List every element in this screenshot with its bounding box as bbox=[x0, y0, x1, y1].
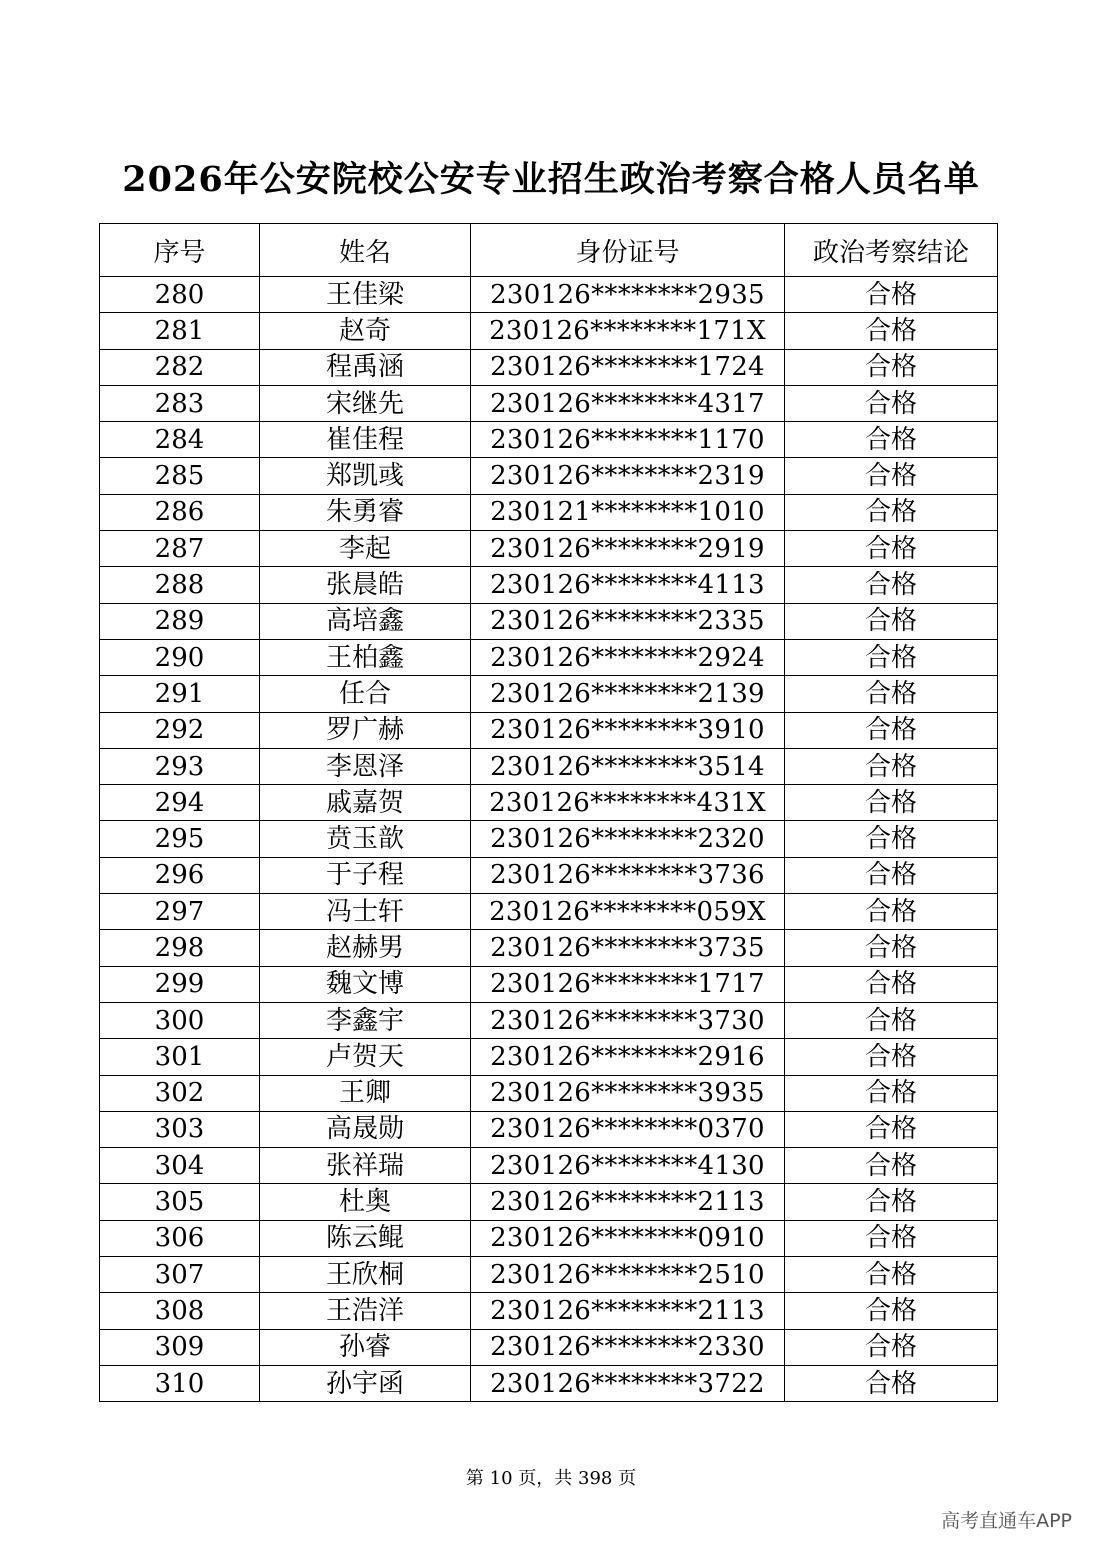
cell-name: 郑凯彧 bbox=[260, 458, 471, 494]
cell-conclusion: 合格 bbox=[785, 458, 998, 494]
cell-serial: 291 bbox=[100, 676, 260, 712]
cell-conclusion: 合格 bbox=[785, 1293, 998, 1329]
header-conclusion: 政治考察结论 bbox=[785, 224, 998, 277]
cell-conclusion: 合格 bbox=[785, 603, 998, 639]
cell-name: 高培鑫 bbox=[260, 603, 471, 639]
cell-conclusion: 合格 bbox=[785, 567, 998, 603]
cell-serial: 287 bbox=[100, 531, 260, 567]
cell-id-number: 230126********2113 bbox=[471, 1184, 785, 1220]
cell-name: 王欣桐 bbox=[260, 1257, 471, 1293]
cell-name: 赵奇 bbox=[260, 313, 471, 349]
cell-name: 魏文博 bbox=[260, 966, 471, 1002]
cell-serial: 290 bbox=[100, 639, 260, 675]
table-row bbox=[100, 930, 998, 966]
cell-name: 李鑫宇 bbox=[260, 1002, 471, 1038]
table-row bbox=[100, 385, 998, 421]
cell-conclusion: 合格 bbox=[785, 748, 998, 784]
roster-table bbox=[99, 223, 998, 1402]
cell-serial: 303 bbox=[100, 1111, 260, 1147]
table-row bbox=[100, 1220, 998, 1256]
cell-serial: 302 bbox=[100, 1075, 260, 1111]
cell-name: 于子程 bbox=[260, 857, 471, 893]
cell-name: 任合 bbox=[260, 676, 471, 712]
table-row bbox=[100, 1329, 998, 1365]
table-row bbox=[100, 567, 998, 603]
cell-serial: 294 bbox=[100, 785, 260, 821]
cell-id-number: 230126********431X bbox=[471, 785, 785, 821]
table-row bbox=[100, 1075, 998, 1111]
cell-serial: 301 bbox=[100, 1039, 260, 1075]
cell-conclusion: 合格 bbox=[785, 785, 998, 821]
cell-id-number: 230126********2335 bbox=[471, 603, 785, 639]
cell-id-number: 230126********3910 bbox=[471, 712, 785, 748]
cell-conclusion: 合格 bbox=[785, 1184, 998, 1220]
cell-id-number: 230126********3736 bbox=[471, 857, 785, 893]
table-row bbox=[100, 1148, 998, 1184]
cell-conclusion: 合格 bbox=[785, 385, 998, 421]
cell-id-number: 230126********3722 bbox=[471, 1365, 785, 1401]
cell-id-number: 230126********2113 bbox=[471, 1293, 785, 1329]
cell-id-number: 230126********0370 bbox=[471, 1111, 785, 1147]
cell-serial: 292 bbox=[100, 712, 260, 748]
cell-name: 程禹涵 bbox=[260, 349, 471, 385]
table-row bbox=[100, 639, 998, 675]
cell-serial: 305 bbox=[100, 1184, 260, 1220]
cell-id-number: 230126********2916 bbox=[471, 1039, 785, 1075]
table-row bbox=[100, 422, 998, 458]
header-id-number: 身份证号 bbox=[471, 224, 785, 277]
cell-serial: 282 bbox=[100, 349, 260, 385]
cell-name: 陈云鲲 bbox=[260, 1220, 471, 1256]
cell-id-number: 230126********2924 bbox=[471, 639, 785, 675]
cell-conclusion: 合格 bbox=[785, 1148, 998, 1184]
cell-name: 贲玉歆 bbox=[260, 821, 471, 857]
cell-id-number: 230126********2935 bbox=[471, 277, 785, 313]
cell-conclusion: 合格 bbox=[785, 676, 998, 712]
cell-id-number: 230126********2919 bbox=[471, 531, 785, 567]
cell-id-number: 230126********3514 bbox=[471, 748, 785, 784]
cell-id-number: 230126********1724 bbox=[471, 349, 785, 385]
cell-conclusion: 合格 bbox=[785, 1039, 998, 1075]
table-row bbox=[100, 748, 998, 784]
cell-name: 王佳梁 bbox=[260, 277, 471, 313]
cell-id-number: 230126********3730 bbox=[471, 1002, 785, 1038]
cell-conclusion: 合格 bbox=[785, 1075, 998, 1111]
cell-id-number: 230126********059X bbox=[471, 894, 785, 930]
table-row bbox=[100, 603, 998, 639]
cell-id-number: 230126********2330 bbox=[471, 1329, 785, 1365]
cell-conclusion: 合格 bbox=[785, 1220, 998, 1256]
cell-serial: 288 bbox=[100, 567, 260, 603]
cell-serial: 306 bbox=[100, 1220, 260, 1256]
cell-name: 赵赫男 bbox=[260, 930, 471, 966]
cell-name: 孙宇函 bbox=[260, 1365, 471, 1401]
cell-serial: 284 bbox=[100, 422, 260, 458]
cell-name: 杜奥 bbox=[260, 1184, 471, 1220]
document-title: 2026年公安院校公安专业招生政治考察合格人员名单 bbox=[122, 159, 980, 200]
cell-id-number: 230126********1170 bbox=[471, 422, 785, 458]
cell-conclusion: 合格 bbox=[785, 639, 998, 675]
cell-id-number: 230126********2510 bbox=[471, 1257, 785, 1293]
cell-name: 孙睿 bbox=[260, 1329, 471, 1365]
table-row bbox=[100, 349, 998, 385]
table-row bbox=[100, 712, 998, 748]
cell-conclusion: 合格 bbox=[785, 1365, 998, 1401]
cell-serial: 308 bbox=[100, 1293, 260, 1329]
cell-serial: 280 bbox=[100, 277, 260, 313]
cell-name: 王浩洋 bbox=[260, 1293, 471, 1329]
cell-id-number: 230126********4113 bbox=[471, 567, 785, 603]
cell-serial: 300 bbox=[100, 1002, 260, 1038]
cell-conclusion: 合格 bbox=[785, 422, 998, 458]
cell-id-number: 230126********4130 bbox=[471, 1148, 785, 1184]
table-row bbox=[100, 1111, 998, 1147]
header-serial: 序号 bbox=[100, 224, 260, 277]
table-row bbox=[100, 676, 998, 712]
header-name: 姓名 bbox=[260, 224, 471, 277]
cell-serial: 296 bbox=[100, 857, 260, 893]
cell-name: 朱勇睿 bbox=[260, 494, 471, 530]
cell-serial: 297 bbox=[100, 894, 260, 930]
cell-name: 罗广赫 bbox=[260, 712, 471, 748]
table-row bbox=[100, 785, 998, 821]
cell-serial: 299 bbox=[100, 966, 260, 1002]
cell-serial: 293 bbox=[100, 748, 260, 784]
page-footer: 第 10 页，共 398 页 bbox=[465, 1468, 637, 1489]
cell-serial: 281 bbox=[100, 313, 260, 349]
cell-conclusion: 合格 bbox=[785, 1257, 998, 1293]
table-row bbox=[100, 821, 998, 857]
cell-serial: 309 bbox=[100, 1329, 260, 1365]
table-row bbox=[100, 1257, 998, 1293]
cell-id-number: 230126********1717 bbox=[471, 966, 785, 1002]
cell-name: 高晟勋 bbox=[260, 1111, 471, 1147]
cell-serial: 298 bbox=[100, 930, 260, 966]
cell-conclusion: 合格 bbox=[785, 966, 998, 1002]
cell-conclusion: 合格 bbox=[785, 313, 998, 349]
cell-conclusion: 合格 bbox=[785, 494, 998, 530]
table-row bbox=[100, 1365, 998, 1401]
cell-serial: 295 bbox=[100, 821, 260, 857]
cell-serial: 286 bbox=[100, 494, 260, 530]
cell-name: 李起 bbox=[260, 531, 471, 567]
table-row bbox=[100, 1039, 998, 1075]
cell-conclusion: 合格 bbox=[785, 349, 998, 385]
cell-serial: 285 bbox=[100, 458, 260, 494]
cell-conclusion: 合格 bbox=[785, 1111, 998, 1147]
cell-serial: 283 bbox=[100, 385, 260, 421]
cell-id-number: 230126********2319 bbox=[471, 458, 785, 494]
cell-serial: 304 bbox=[100, 1148, 260, 1184]
cell-id-number: 230126********3735 bbox=[471, 930, 785, 966]
table-row bbox=[100, 1002, 998, 1038]
cell-id-number: 230126********2320 bbox=[471, 821, 785, 857]
table-row bbox=[100, 494, 998, 530]
cell-id-number: 230126********2139 bbox=[471, 676, 785, 712]
cell-conclusion: 合格 bbox=[785, 712, 998, 748]
table-row bbox=[100, 1184, 998, 1220]
table-row bbox=[100, 313, 998, 349]
cell-name: 王卿 bbox=[260, 1075, 471, 1111]
cell-name: 张晨皓 bbox=[260, 567, 471, 603]
cell-conclusion: 合格 bbox=[785, 1329, 998, 1365]
cell-name: 卢贺天 bbox=[260, 1039, 471, 1075]
cell-name: 冯士轩 bbox=[260, 894, 471, 930]
cell-name: 崔佳程 bbox=[260, 422, 471, 458]
cell-conclusion: 合格 bbox=[785, 1002, 998, 1038]
cell-name: 宋继先 bbox=[260, 385, 471, 421]
watermark: 高考直通车APP bbox=[941, 1510, 1072, 1532]
table-row bbox=[100, 277, 998, 313]
table-row bbox=[100, 531, 998, 567]
cell-name: 李恩泽 bbox=[260, 748, 471, 784]
cell-id-number: 230126********3935 bbox=[471, 1075, 785, 1111]
cell-name: 张祥瑞 bbox=[260, 1148, 471, 1184]
table-row bbox=[100, 966, 998, 1002]
cell-id-number: 230126********4317 bbox=[471, 385, 785, 421]
table-row bbox=[100, 857, 998, 893]
table-row bbox=[100, 1293, 998, 1329]
cell-name: 王柏鑫 bbox=[260, 639, 471, 675]
table-row bbox=[100, 458, 998, 494]
cell-conclusion: 合格 bbox=[785, 894, 998, 930]
cell-conclusion: 合格 bbox=[785, 821, 998, 857]
cell-name: 戚嘉贺 bbox=[260, 785, 471, 821]
cell-id-number: 230126********171X bbox=[471, 313, 785, 349]
cell-serial: 307 bbox=[100, 1257, 260, 1293]
cell-id-number: 230126********0910 bbox=[471, 1220, 785, 1256]
cell-conclusion: 合格 bbox=[785, 531, 998, 567]
table-body bbox=[100, 277, 998, 1402]
cell-id-number: 230121********1010 bbox=[471, 494, 785, 530]
cell-serial: 289 bbox=[100, 603, 260, 639]
table-header-row bbox=[100, 224, 998, 277]
cell-conclusion: 合格 bbox=[785, 930, 998, 966]
cell-conclusion: 合格 bbox=[785, 277, 998, 313]
cell-serial: 310 bbox=[100, 1365, 260, 1401]
table-row bbox=[100, 894, 998, 930]
cell-conclusion: 合格 bbox=[785, 857, 998, 893]
